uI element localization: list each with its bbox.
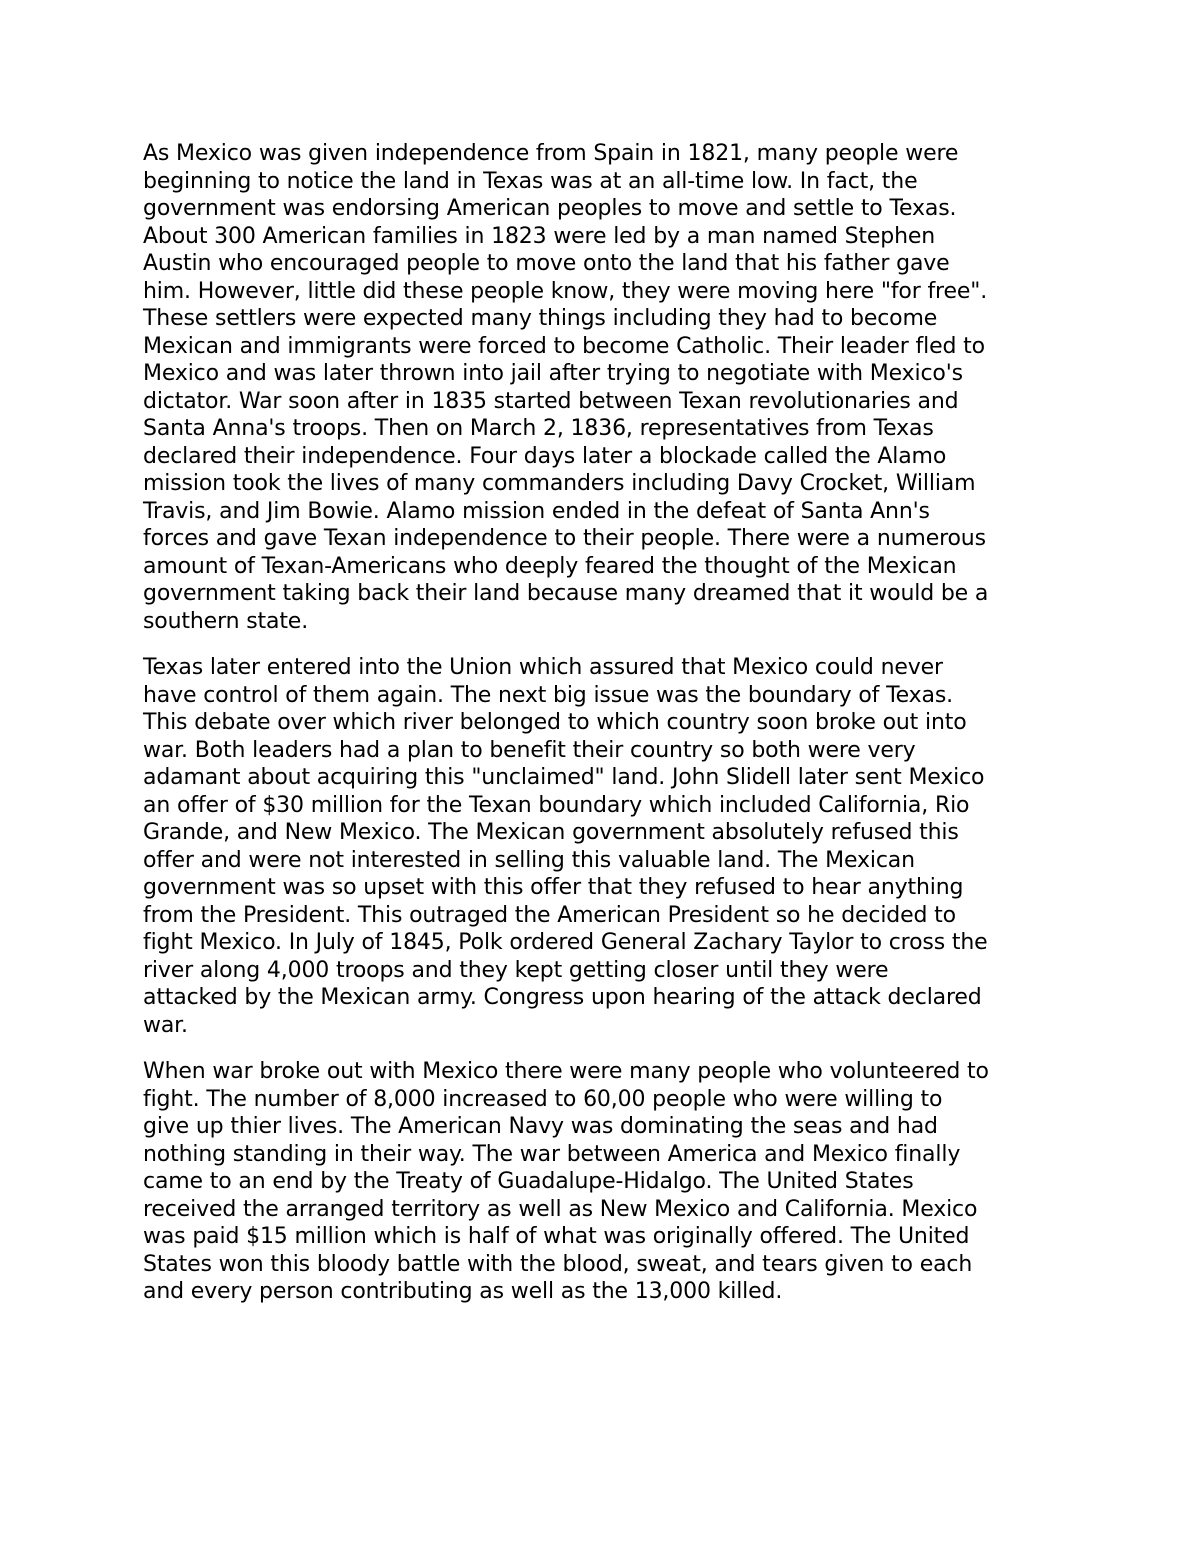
document-body xyxy=(143,140,1068,1325)
paragraph-1: As Mexico was given independence from Spain in 1821, many people were beginning to notice the land in Texas was at an all-time low. In fact, the government was endorsing American peoples to move and settle to Texas. About 300 American families in 1823 were led by a man named Stephen Austin who encouraged people to move onto the land that his father gave him. However, little did these people know, they were moving here "for free". These settlers were expected many things including they had to become Mexican and immigrants were forced to become Catholic. Their leader fled to Mexico and was later thrown into jail after trying to negotiate with Mexico's dictator. War soon after in 1835 started between Texan revolutionaries and Santa Anna's troops. Then on March 2, 1836, representatives from Texas declared their independence. Four days later a blockade called the Alamo mission took the lives of many commanders including Davy Crocket, William Travis, and Jim Bowie. Alamo mission ended in the defeat of Santa Ann's forces and gave Texan independence to their people. There were a numerous amount of Texan-Americans who deeply feared the thought of the Mexican government taking back their land because many dreamed that it would be a southern state. xyxy=(143,141,989,634)
paragraph-2: Texas later entered into the Union which assured that Mexico could never have control of them again. The next big issue was the boundary of Texas. This debate over which river belonged to which country soon broke out into war. Both leaders had a plan to benefit their country so both were very adamant about acquiring this "unclaimed" land. John Slidell later sent Mexico an offer of $30 million for the Texan boundary which included California, Rio Grande, and New Mexico. The Mexican government absolutely refused this offer and were not interested in selling this valuable land. The Mexican government was so upset with this offer that they refused to hear anything from the President. This outraged the American President so he decided to fight Mexico. In July of 1845, Polk ordered General Zachary Taylor to cross the river along 4,000 troops and they kept getting closer until they were attacked by the Mexican army. Congress upon hearing of the attack declared war. xyxy=(143,655,988,1038)
paragraph-3: When war broke out with Mexico there were many people who volunteered to fight. The number of 8,000 increased to 60,00 people who were willing to give up thier lives. The American Navy was dominating the seas and had nothing standing in their way. The war between America and Mexico finally came to an end by the Treaty of Guadalupe-Hidalgo. The United States received the arranged territory as well as New Mexico and California. Mexico was paid $15 million which is half of what was originally offered. The United States won this bloody battle with the blood, sweat, and tears given to each and every person contributing as well as the 13,000 killed. xyxy=(143,1059,989,1304)
